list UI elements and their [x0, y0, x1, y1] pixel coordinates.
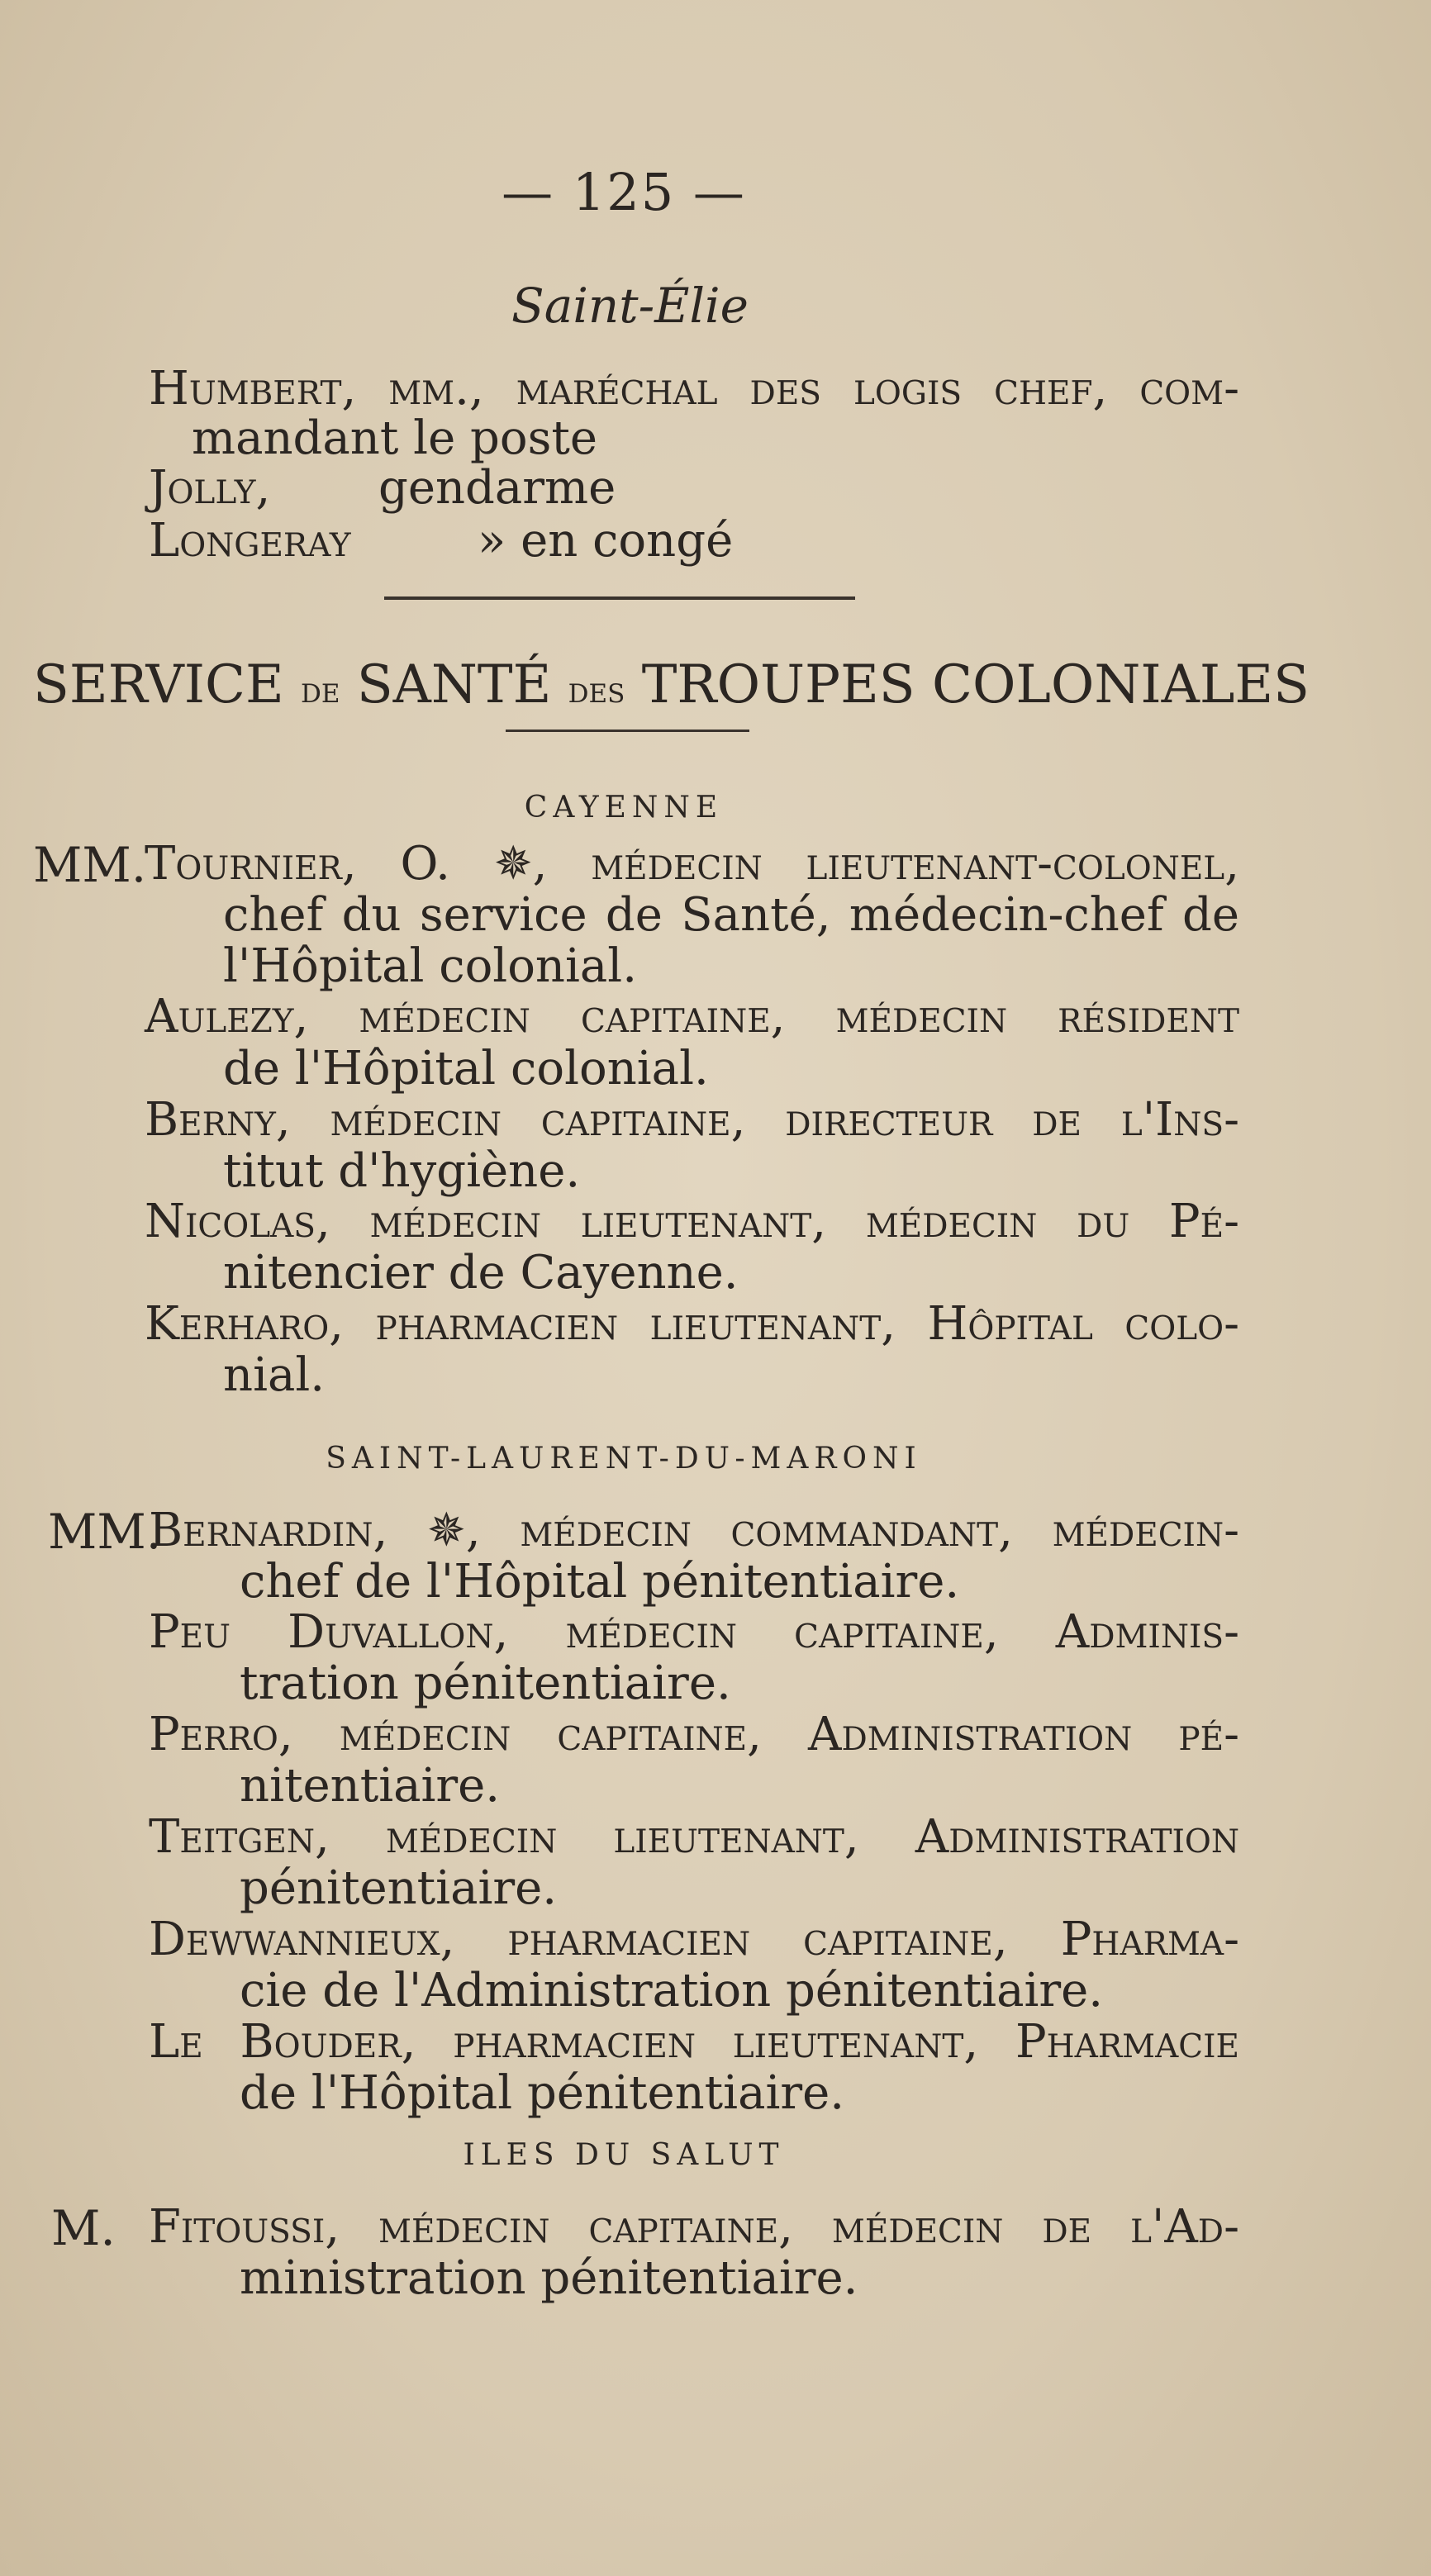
saint-laurent-heading: SAINT-LAURENT-DU-MARONI	[326, 1442, 922, 1476]
saint-laurent-line-8: pénitentiaire.	[240, 1861, 558, 1915]
saint-laurent-line-7: Teitgen, médecin lieutenant, Administration	[149, 1810, 1239, 1864]
place-title: Saint-Élie	[511, 278, 749, 334]
cayenne-line-4: Aulezy, médecin capitaine, médecin résident	[145, 990, 1239, 1043]
cayenne-line-3: l'Hôpital colonial.	[223, 939, 637, 993]
section-title-part-2: de	[301, 669, 340, 711]
saint-elie-line-4-role: » en congé	[478, 514, 734, 568]
section-title-part-4: des	[568, 669, 625, 711]
page-number: — 125 —	[502, 162, 746, 222]
cayenne-line-10: Kerharo, pharmacien lieutenant, Hôpital colo-	[145, 1297, 1239, 1351]
saint-laurent-line-9: Dewwannieux, pharmacien capitaine, Pharma-	[149, 1913, 1239, 1966]
section-title-part-5: TROUPES COLONIALES	[641, 654, 1310, 715]
saint-laurent-line-11: Le Bouder, pharmacien lieutenant, Pharmacie	[149, 2015, 1239, 2069]
saint-elie-line-1: Humbert, mm., maréchal des logis chef, com-	[149, 362, 1239, 416]
saint-laurent-prefix: MM.	[48, 1504, 162, 1560]
cayenne-heading: CAYENNE	[524, 791, 724, 825]
saint-laurent-line-2: chef de l'Hôpital pénitentiaire.	[240, 1555, 960, 1609]
iles-du-salut-prefix: M.	[51, 2200, 116, 2256]
cayenne-line-7: titut d'hygiène.	[223, 1144, 581, 1198]
iles-du-salut-line-2: ministration pénitentiaire.	[240, 2251, 858, 2305]
section-title	[33, 654, 1310, 715]
cayenne-line-8: Nicolas, médecin lieutenant, médecin du Pé-	[145, 1195, 1239, 1248]
iles-du-salut-heading: ILES DU SALUT	[463, 2138, 785, 2172]
cayenne-line-11: nial.	[223, 1348, 326, 1402]
saint-laurent-line-4: tration pénitentiaire.	[240, 1656, 731, 1710]
saint-laurent-line-10: cie de l'Administration pénitentiaire.	[240, 1964, 1104, 2018]
saint-elie-line-4-name: Longeray	[149, 514, 351, 568]
cayenne-line-5: de l'Hôpital colonial.	[223, 1042, 709, 1096]
section-title-part-1: SERVICE	[33, 654, 284, 715]
saint-laurent-line-3: Peu Duvallon, médecin capitaine, Adminis-	[149, 1605, 1239, 1659]
cayenne-line-1: Tournier, O. ✵, médecin lieutenant-colonel,	[145, 837, 1239, 891]
cayenne-line-6: Berny, médecin capitaine, directeur de l'Ins-	[145, 1093, 1239, 1147]
saint-laurent-line-6: nitentiaire.	[240, 1759, 501, 1813]
cayenne-prefix: MM.	[33, 837, 147, 893]
saint-laurent-line-1: Bernardin, ✵, médecin commandant, médecin-	[149, 1504, 1239, 1557]
saint-laurent-line-12: de l'Hôpital pénitentiaire.	[240, 2066, 845, 2120]
cayenne-line-2: chef du service de Santé, médecin-chef de	[223, 888, 1239, 942]
saint-laurent-line-5: Perro, médecin capitaine, Administration pé-	[149, 1708, 1239, 1761]
section-title-underline	[506, 730, 749, 732]
saint-elie-line-3-role: gendarme	[378, 461, 616, 515]
saint-elie-line-2: mandant le poste	[192, 411, 597, 465]
section-divider	[384, 596, 855, 600]
saint-elie-line-3-name: Jolly,	[149, 461, 271, 515]
iles-du-salut-line-1: Fitoussi, médecin capitaine, médecin de l'Ad-	[149, 2200, 1239, 2254]
cayenne-line-9: nitencier de Cayenne.	[223, 1246, 739, 1300]
section-title-part-3: SANTÉ	[356, 654, 552, 715]
